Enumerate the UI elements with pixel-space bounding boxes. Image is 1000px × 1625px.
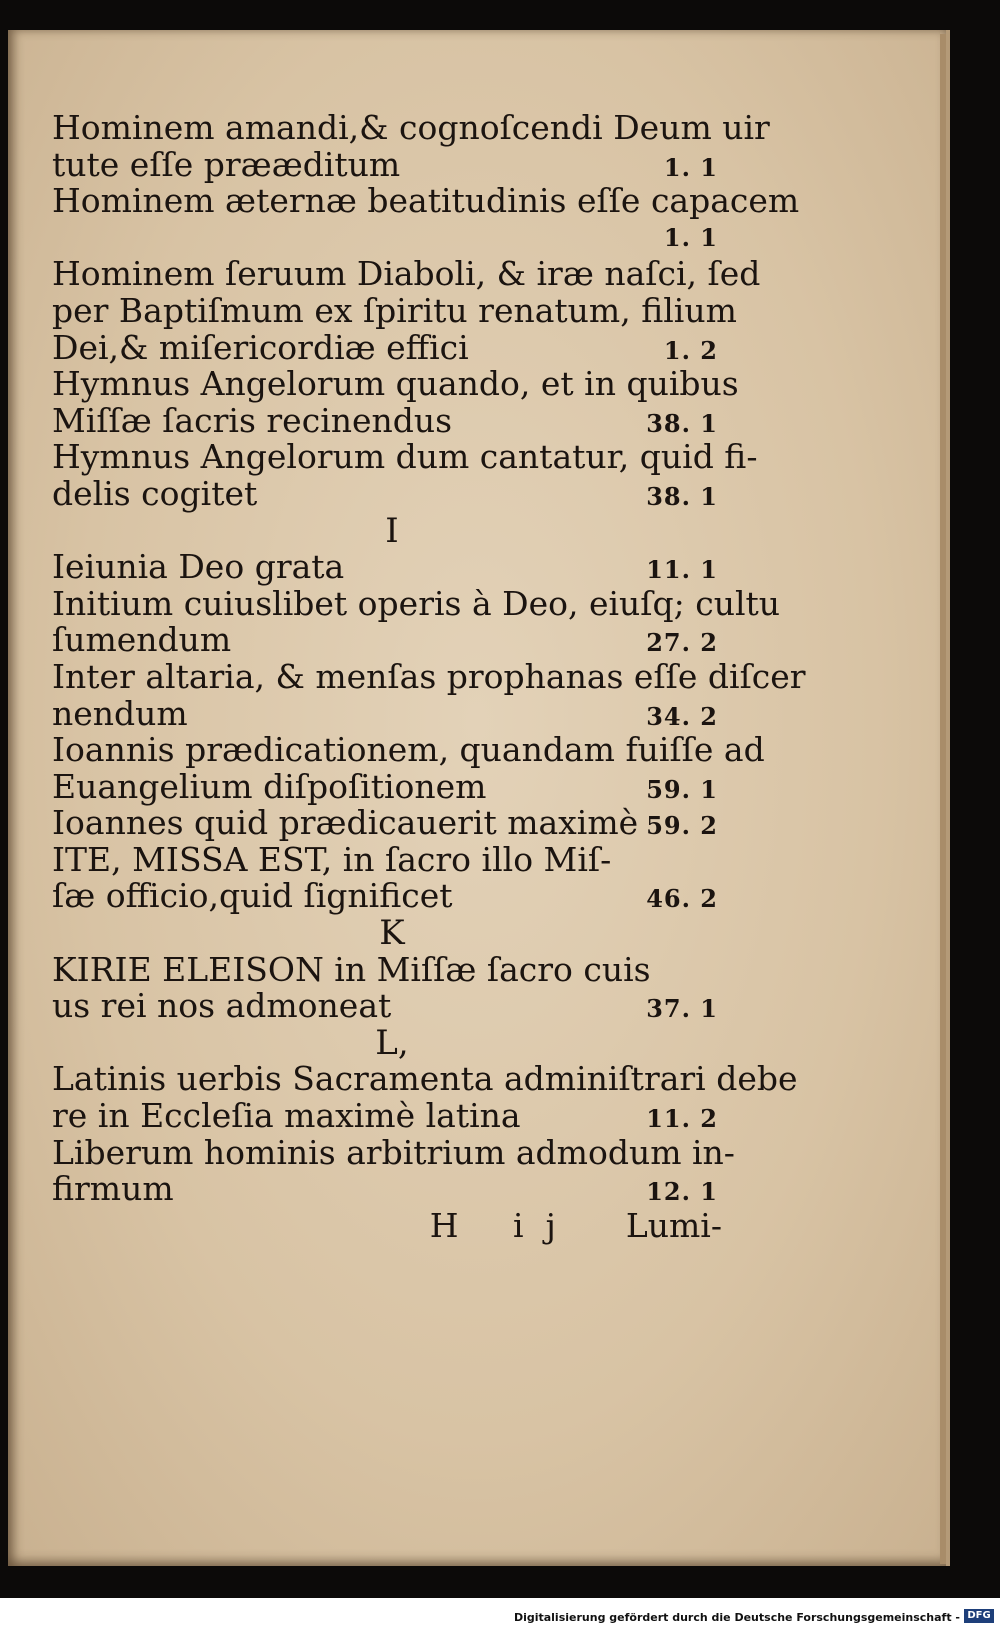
index-entry-text: ITE, MISSA EST, in ſacro illo Miſ- xyxy=(52,839,612,879)
index-line xyxy=(52,220,722,257)
index-entry-text: per Baptiſmum ex ſpiritu renatum, filium xyxy=(52,290,737,330)
index-line xyxy=(52,549,722,586)
index-entry-text: Ioannis prædicationem, quandam fuiſſe ad xyxy=(52,730,765,770)
index-entry-text: Hymnus Angelorum quando, et in quibus xyxy=(52,364,739,404)
page-reference: 38. 1 xyxy=(646,481,718,511)
page-reference: 59. 1 xyxy=(646,774,718,804)
page-reference: 59. 2 xyxy=(646,811,718,841)
index-entry-text: KIRIE ELEISON in Miſſæ ſacro cuis xyxy=(52,949,651,989)
index-line xyxy=(52,583,781,623)
index-line xyxy=(52,766,722,806)
index-entry-text: Ieiunia Deo grata xyxy=(52,547,345,587)
index-line xyxy=(52,254,761,294)
index-entry-text: firmum xyxy=(52,1169,174,1209)
index-entry-text: Hymnus Angelorum dum cantatur, quid fi- xyxy=(52,437,758,477)
index-entry-text: tute eſſe prææditum xyxy=(52,144,401,184)
page-reference: 34. 2 xyxy=(646,701,718,731)
index-entry-text: Dei,& miſericordiæ effici xyxy=(52,327,469,367)
page-reference: 11. 1 xyxy=(646,555,718,585)
index-entry-text: Latinis uerbis Sacramenta adminiſtrari debe xyxy=(52,1059,798,1099)
index-line xyxy=(52,1132,735,1172)
index-entry-text: Miſſæ ſacris recinendus xyxy=(52,400,453,440)
index-line xyxy=(52,400,722,440)
page-reference: 11. 2 xyxy=(646,1104,718,1134)
page-reference: 37. 1 xyxy=(646,994,718,1024)
page-edge xyxy=(940,34,946,1564)
index-line xyxy=(52,290,737,330)
catchword: Lumi- xyxy=(625,1205,722,1245)
index-line xyxy=(52,181,800,221)
page-reference: 1. 1 xyxy=(663,152,718,182)
index-line xyxy=(52,878,722,915)
index-line xyxy=(52,805,722,842)
page-footer xyxy=(52,1205,722,1248)
index-line xyxy=(52,730,765,770)
index-line xyxy=(52,144,722,184)
index-entry-text: Liberum hominis arbitrium admodum in- xyxy=(52,1132,735,1172)
index-line xyxy=(52,693,722,733)
page-reference: 38. 1 xyxy=(646,408,718,438)
index-line xyxy=(52,108,770,147)
index-line xyxy=(52,1059,798,1099)
index-line xyxy=(52,656,806,696)
page-reference: 1. 2 xyxy=(663,335,718,365)
index-entry-text: re in Eccleſia maximè latina xyxy=(52,1096,521,1136)
digitization-credit: Digitalisierung gefördert durch die Deutsche Forschungsgemeinschaft - xyxy=(513,1611,960,1624)
index-line xyxy=(52,622,722,659)
index-entry-text: Euangelium diſpoſitionem xyxy=(52,766,487,806)
index-text xyxy=(52,108,806,1248)
index-line xyxy=(52,437,758,477)
page-reference: 12. 1 xyxy=(646,1177,718,1207)
page-reference: 46. 2 xyxy=(646,884,718,914)
section-letter: K xyxy=(379,913,405,954)
index-line xyxy=(52,988,722,1025)
index-entry-text: ſumendum xyxy=(52,620,232,660)
index-entry-text: Hominem ſeruum Diaboli, & iræ naſci, ſed xyxy=(52,254,761,294)
dfg-logo: DFG xyxy=(964,1609,994,1623)
index-entry-text: Inter altaria, & menſas prophanas eſſe diſcer xyxy=(52,656,806,696)
index-entry-text: Initium cuiuslibet operis à Deo, eiuſq; cultu xyxy=(52,583,781,623)
page-reference: 1. 1 xyxy=(663,222,718,252)
index-entry-text: ſæ officio,quid ſignificet xyxy=(52,876,453,916)
index-entry-text: nendum xyxy=(52,693,188,733)
index-entry-text: us rei nos admoneat xyxy=(52,986,392,1026)
index-entry-text: Ioannes quid prædicauerit maximè xyxy=(52,803,639,843)
page-reference: 27. 2 xyxy=(646,628,718,658)
index-line xyxy=(52,327,722,367)
index-line xyxy=(52,839,722,879)
section-letter: L, xyxy=(375,1022,409,1063)
index-entry-text: delis cogitet xyxy=(52,473,258,513)
index-entry-text: Hominem amandi,& cognoſcendi Deum uir xyxy=(52,108,770,147)
section-letter: I xyxy=(385,510,399,551)
index-line xyxy=(52,1171,722,1208)
index-line xyxy=(52,473,722,513)
index-line xyxy=(52,1098,722,1135)
index-entry-text: Hominem æternæ beatitudinis eſſe capacem xyxy=(52,181,800,221)
signature-mark: H ij xyxy=(429,1205,578,1245)
index-line xyxy=(52,949,722,989)
index-line xyxy=(52,364,739,404)
